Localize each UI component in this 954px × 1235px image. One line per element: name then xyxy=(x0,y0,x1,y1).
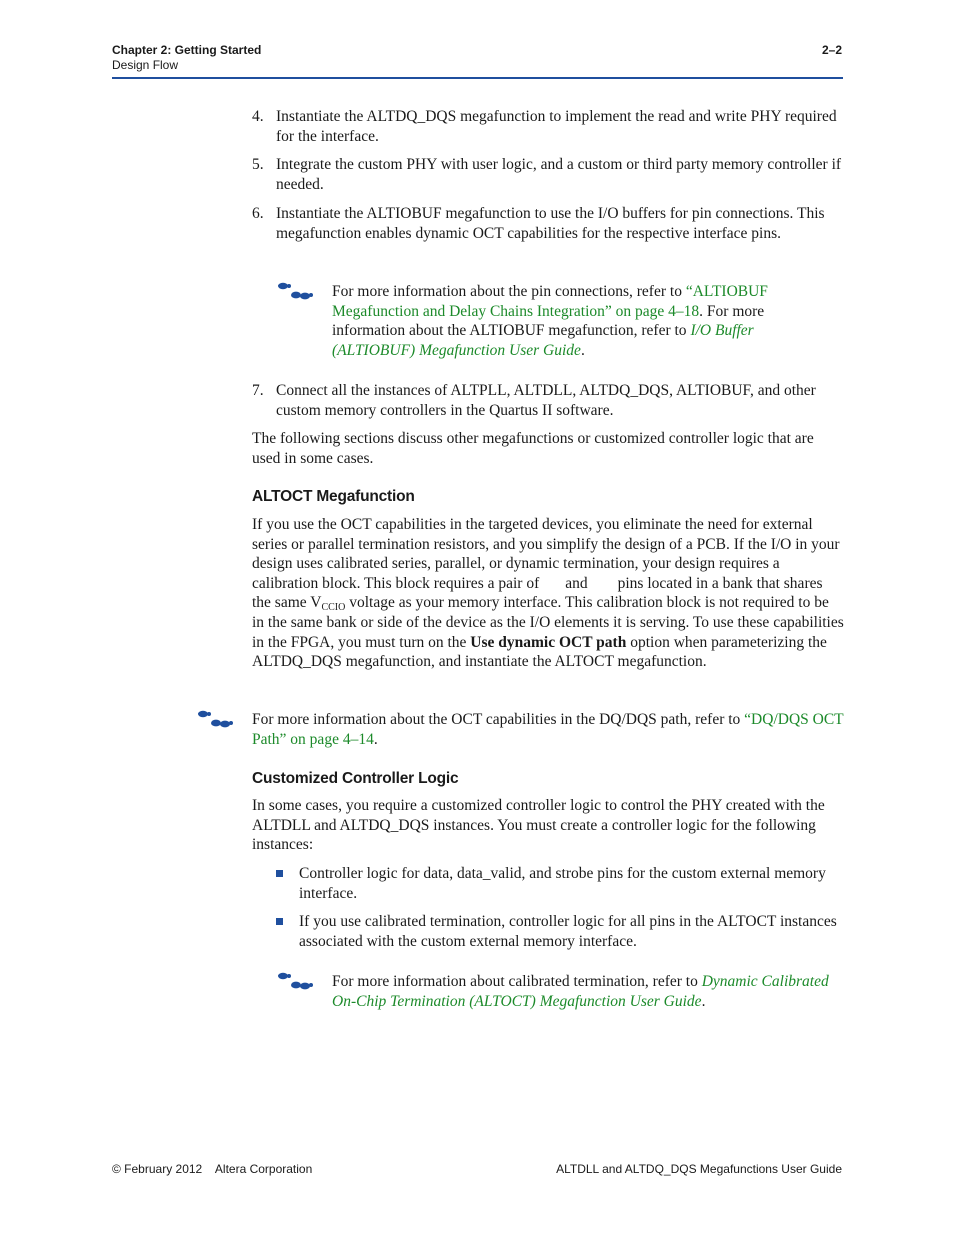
step-7 xyxy=(252,381,844,420)
footer-doc-title: ALTDLL and ALTDQ_DQS Megafunctions User Guide xyxy=(556,1162,842,1176)
header-rule xyxy=(112,77,843,79)
footer-copyright: © February 2012 Altera Corporation xyxy=(112,1162,313,1176)
bullet-text: Controller logic for data, data_valid, and strobe pins for the custom external memory interface. xyxy=(299,865,826,902)
step-text: Instantiate the ALTDQ_DQS megafunction to implement the read and write PHY required for the interface. xyxy=(276,108,837,145)
section-heading-custom-logic: Customized Controller Logic xyxy=(252,770,459,787)
note-text: . For more information about the ALTIOBUF megafunction, refer to xyxy=(332,302,765,340)
step-5 xyxy=(252,155,844,194)
note-text: For more information about calibrated termination, refer to xyxy=(332,973,702,990)
bullet-text: If you use calibrated termination, controller logic for all pins in the ALTOCT instances associated with the custom external memory interface. xyxy=(299,913,837,950)
note-text: . xyxy=(580,341,585,359)
link-dq-dqs-oct-path[interactable]: “DQ/DQS OCT Path” on page 4–14 xyxy=(252,711,844,748)
link-altoct-user-guide[interactable]: Dynamic Calibrated On-Chip Termination (ALTOCT) Megafunction User Guide xyxy=(332,973,829,1010)
note-calibrated-termination xyxy=(332,972,832,1011)
intro-paragraph: The following sections discuss other megafunctions or customized controller logic that are used in some cases. xyxy=(252,430,814,467)
paragraph-text: pins xyxy=(617,574,644,592)
section-heading-altoct: ALTOCT Megafunction xyxy=(252,488,415,505)
note-footprints-icon xyxy=(197,710,235,735)
note-footprints-icon xyxy=(277,972,315,997)
link-altiobuf-integration[interactable]: “ALTIOBUF Megafunction and Delay Chains Integration” on page 4–18 xyxy=(332,283,768,320)
option-name: Use dynamic OCT path xyxy=(470,633,627,651)
step-number: 5. xyxy=(252,156,264,173)
page-number: 2–2 xyxy=(821,43,842,57)
step-text: Connect all the instances of ALTPLL, ALTDLL, ALTDQ_DQS, ALTIOBUF, and other custom memory controllers in the Quartus II software. xyxy=(276,382,816,419)
paragraph-text: and xyxy=(565,574,588,592)
link-io-buffer-user-guide[interactable]: I/O Buffer (ALTIOBUF) Megafunction User Guide xyxy=(332,322,754,359)
step-text: Integrate the custom PHY with user logic, and a custom or third party memory controller if needed. xyxy=(276,156,842,193)
vccio-subscript: CCIO xyxy=(321,602,346,614)
chapter-title: Chapter 2: Getting Started xyxy=(112,43,262,57)
note-oct-capabilities xyxy=(252,710,844,749)
step-text: Instantiate the ALTIOBUF megafunction to use the I/O buffers for pin connections. This megafunction enables dynamic OCT capabilities for the respective interface pins. xyxy=(276,205,825,242)
step-4 xyxy=(252,107,844,146)
paragraph-text: located in a bank that shares the same V xyxy=(252,574,823,612)
note-pin-connections xyxy=(332,282,832,360)
running-header xyxy=(112,43,261,73)
step-number: 6. xyxy=(252,205,264,222)
note-text: For more information about the pin connections, refer to xyxy=(332,283,686,300)
paragraph-text: option when parameterizing the ALTDQ_DQS megafunction, and instantiate the ALTOCT megafunction. xyxy=(252,633,827,671)
note-text: . xyxy=(701,992,706,1010)
altoct-paragraph xyxy=(252,515,844,672)
step-number: 7. xyxy=(252,382,264,399)
bullet-square xyxy=(276,918,283,925)
note-text: . xyxy=(373,730,378,748)
paragraph-text: voltage as your memory interface. This calibration block is not required to be in the same bank or side of the device as the I/O elements it is serving. To use these capabilities in the FPGA, you must turn on the xyxy=(252,594,844,651)
step-number: 4. xyxy=(252,108,264,125)
note-footprints-icon xyxy=(277,282,315,307)
paragraph-text: If you use the OCT capabilities in the targeted devices, you eliminate the need for external series or parallel termination resistors, and you simplify the design of a PCB. If the I/O in your design uses calibrated series, parallel, or dynamic termination, your design requires a calibration block. This block requires a pair of xyxy=(252,516,840,592)
bullet-square xyxy=(276,870,283,877)
bullet-item xyxy=(276,864,844,903)
custom-paragraph: In some cases, you require a customized controller logic to control the PHY created with the ALTDLL and ALTDQ_DQS instances. You must create a controller logic for the following instances: xyxy=(252,797,825,854)
bullet-item xyxy=(276,912,844,951)
section-title: Design Flow xyxy=(112,58,179,72)
step-6 xyxy=(252,204,844,243)
note-text: For more information about the OCT capabilities in the DQ/DQS path, refer to xyxy=(252,711,745,728)
